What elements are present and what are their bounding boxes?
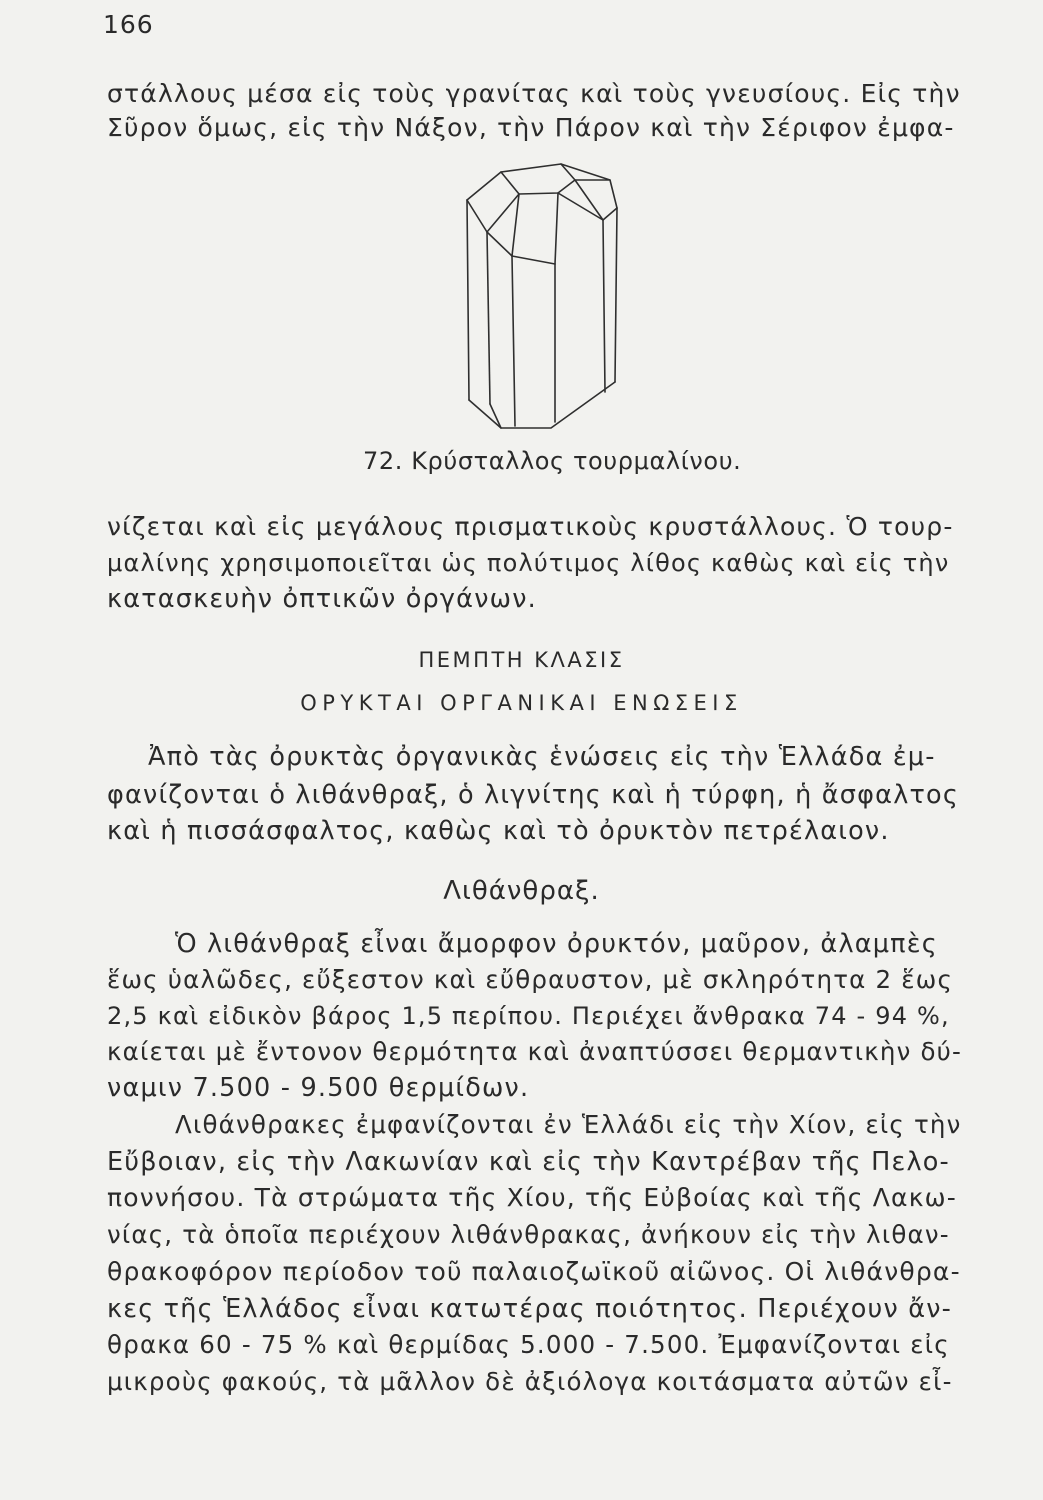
text-line: στάλλους μέσα εἰς τοὺς γρανίτας καὶ τοὺς γνευσίους. Εἰς τὴν (107, 79, 961, 108)
text-line: μαλίνης χρησιμοποιεῖται ὡς πολύτιμος λίθος καθὼς καὶ εἰς τὴν (107, 549, 950, 577)
text-line: Σῦρον ὅμως, εἰς τὴν Νάξον, τὴν Πάρον καὶ τὴν Σέριφον ἐμφα- (107, 113, 955, 142)
text-line: φανίζονται ὁ λιθάνθραξ, ὁ λιγνίτης καὶ ἡ τύρφη, ἡ ἄσφαλτος (107, 780, 960, 810)
text-line: θρακοφόρον περίοδον τοῦ παλαιοζωϊκοῦ αἰῶνος. Οἱ λιθάνθρα- (107, 1257, 961, 1286)
text-line: νίας, τὰ ὁποῖα περιέχουν λιθάνθρακας, ἀνήκουν εἰς τὴν λιθαν- (107, 1220, 950, 1249)
text-line: ναμιν 7.500 - 9.500 θερμίδων. (107, 1073, 530, 1103)
text-line: κατασκευὴν ὀπτικῶν ὀργάνων. (107, 584, 537, 614)
class-heading: ΠΕΜΠΤΗ ΚΛΑΣΙΣ (418, 648, 625, 672)
text-line: Λιθάνθρακες ἐμφανίζονται ἐν Ἑλλάδι εἰς τὴν Χίον, εἰς τὴν (175, 1110, 962, 1139)
page-number: 166 (103, 10, 154, 39)
section-heading: ΟΡΥΚΤΑΙ ΟΡΓΑΝΙΚΑΙ ΕΝΩΣΕΙΣ (300, 691, 743, 715)
subsection-heading: Λιθάνθραξ. (443, 876, 600, 906)
text-line: μικροὺς φακούς, τὰ μᾶλλον δὲ ἀξιόλογα κοιτάσματα αὐτῶν εἶ- (107, 1367, 953, 1396)
text-line: Ἀπὸ τὰς ὀρυκτὰς ὀργανικὰς ἑνώσεις εἰς τὴν Ἑλλάδα ἐμ- (148, 742, 936, 772)
text-line: καὶ ἡ πισσάσφαλτος, καθὼς καὶ τὸ ὀρυκτὸν πετρέλαιον. (107, 816, 890, 846)
tourmaline-crystal-figure (465, 160, 625, 450)
text-line: θρακα 60 - 75 % καὶ θερμίδας 5.000 - 7.500. Ἐμφανίζονται εἰς (107, 1330, 950, 1359)
text-line: καίεται μὲ ἔντονον θερμότητα καὶ ἀναπτύσσει θερμαντικὴν δύ- (107, 1037, 963, 1066)
figure-caption: 72. Κρύσταλλος τουρμαλίνου. (363, 447, 742, 475)
text-line: νίζεται καὶ εἰς μεγάλους πρισματικοὺς κρυστάλλους. Ὁ τουρ- (107, 512, 954, 541)
text-line: κες τῆς Ἑλλάδος εἶναι κατωτέρας ποιότητος. Περιέχουν ἄν- (107, 1294, 953, 1324)
text-line: 2,5 καὶ εἰδικὸν βάρος 1,5 περίπου. Περιέχει ἄνθρακα 74 - 94 %, (107, 1002, 950, 1030)
text-line: ποννήσου. Τὰ στρώματα τῆς Χίου, τῆς Εὐβοίας καὶ τῆς Λακω- (107, 1183, 958, 1212)
text-line: ἕως ὑαλῶδες, εὔξεστον καὶ εὔθραυστον, μὲ σκληρότητα 2 ἕως (107, 965, 954, 994)
text-line: Ὁ λιθάνθραξ εἶναι ἄμορφον ὀρυκτόν, μαῦρον, ἀλαμπὲς (175, 929, 938, 959)
text-line: Εὔβοιαν, εἰς τὴν Λακωνίαν καὶ εἰς τὴν Καντρέβαν τῆς Πελο- (107, 1147, 950, 1177)
